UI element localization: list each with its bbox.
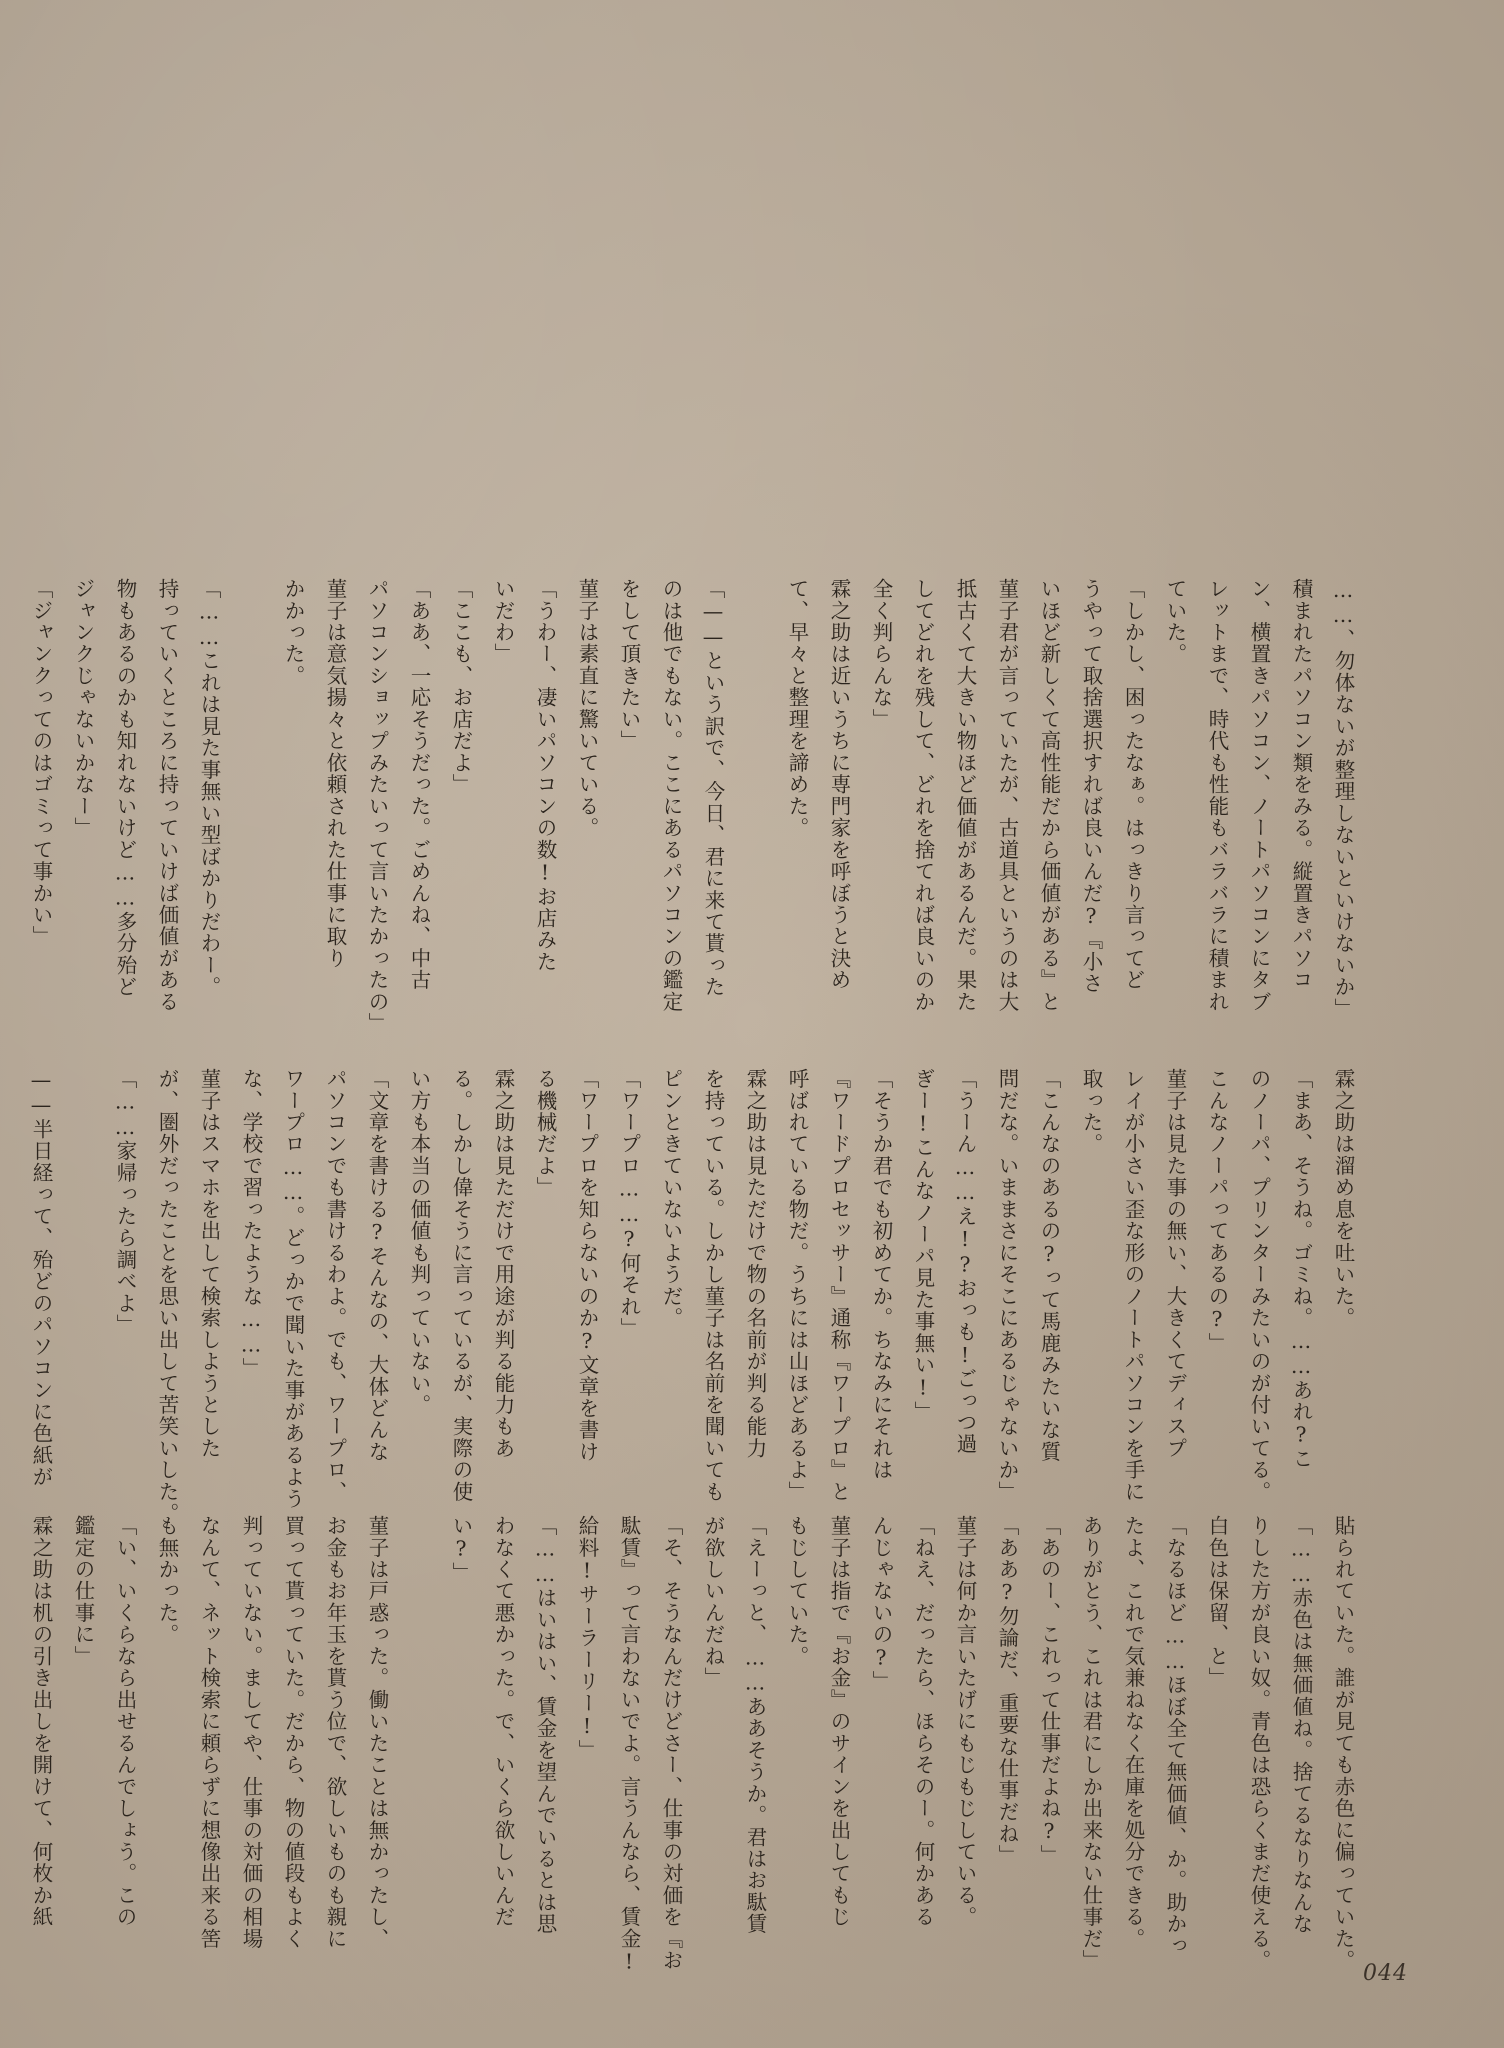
text-line: んじゃないの?」 [869, 1515, 893, 1693]
text-line: もじしていた。 [785, 1515, 809, 1668]
text-line: レイが小さい歪な形のノートパソコンを手に [1121, 1068, 1145, 1503]
text-line: レットまで、時代も性能もバラバラに積まれ [1205, 578, 1229, 1013]
text-line: 「……はいはい、賃金を望んでいるとは思 [533, 1515, 557, 1935]
text-line: を持っている。しかし菫子は名前を聞いても [701, 1068, 725, 1503]
text-line: ワープロ……。どっかで聞いた事があるよう [281, 1068, 305, 1510]
text-line [230, 578, 272, 1018]
text-line: ていた。 [1163, 578, 1187, 665]
text-line: 「まあ、そうね。ゴミね。……あれ?こ [1289, 1068, 1313, 1470]
text-line: 鑑定の仕事に」 [71, 1515, 95, 1668]
text-line: 菫子は見た事の無い、大きくてディスプ [1163, 1068, 1187, 1460]
text-line: 「なるほど……ほぼ全て無価値、か。助かっ [1163, 1515, 1187, 1957]
text-line: 判っていない。ましてや、仕事の対価の相場 [239, 1515, 263, 1950]
text-line: のノーパ、プリンターみたいのが付いてる。 [1247, 1068, 1271, 1503]
text-column-block-top [20, 578, 1364, 1035]
text-line: ン、横置きパソコン、ノートパソコンにタブ [1247, 578, 1271, 1013]
text-line: 呼ばれている物だ。うちには山ほどあるよ」 [785, 1068, 809, 1503]
text-line: 全く判らんな」 [869, 578, 893, 731]
text-line: ジャンクじゃないかなー」 [71, 578, 95, 839]
text-line: 霖之助は溜め息を吐いた。 [1331, 1068, 1355, 1329]
text-line: 問だな。いままさにそこにあるじゃないか」 [995, 1068, 1019, 1503]
text-line: なんて、ネット検索に頼らずに想像出来る筈 [197, 1515, 221, 1950]
text-line: 菫子は何か言いたげにもじもじしている。 [953, 1515, 977, 1928]
text-line: 白色は保留、と」 [1205, 1515, 1229, 1689]
text-line: お金もお年玉を貰う位で、欲しいものも親に [323, 1515, 347, 1950]
text-line: い?」 [449, 1515, 473, 1584]
text-line: 菫子君が言っていたが、古道具というのは大 [995, 578, 1019, 1013]
text-line: 積まれたパソコン類をみる。縦置きパソコ [1289, 578, 1313, 991]
text-line: してどれを残して、どれを捨てれば良いのか [911, 578, 935, 1013]
text-line: 「……家帰ったら調べよ」 [113, 1068, 137, 1336]
page-number: 044 [1363, 1961, 1408, 1986]
text-line: 「ねえ、だったら、ほらそのー。何かある [911, 1515, 935, 1928]
text-line: をして頂きたい」 [617, 578, 641, 752]
text-line: ぎー!こんなノーパ見た事無い!」 [911, 1068, 935, 1423]
text-line: 「こんなのあるの?って馬鹿みたいな質 [1037, 1068, 1061, 1463]
text-line: 「そ、そうなんだけどさー、仕事の対価を『お [659, 1515, 683, 1972]
text-line: パソコンショップみたいって言いたかったの」 [365, 578, 389, 1035]
text-line: ピンときていないようだ。 [659, 1068, 683, 1329]
text-line: 「あのー、これって仕事だよね?」 [1037, 1515, 1061, 1867]
text-line: 「……赤色は無価値ね。捨てるなりなんな [1289, 1515, 1313, 1935]
text-line: が、圏外だったことを思い出して苦笑いした。 [155, 1068, 179, 1525]
text-line: 「ジャンクってのはゴミって事かい」 [29, 578, 53, 948]
text-line: 「ああ、一応そうだった。ごめんね、中古 [407, 578, 431, 991]
text-line: 「しかし、困ったなぁ。はっきり言ってど [1121, 578, 1145, 991]
text-line: 持っていくところに持っていけば価値がある [155, 578, 179, 1013]
text-line [734, 578, 776, 1018]
text-line: ——半日経って、殆どのパソコンに色紙が [29, 1068, 53, 1488]
text-line: パソコンでも書けるわよ。でも、ワープロ、 [323, 1068, 347, 1503]
text-line: て、早々と整理を諦めた。 [785, 578, 809, 839]
text-line: 「……これは見た事無い型ばかりだわー。 [197, 578, 221, 998]
text-line: のは他でもない。ここにあるパソコンの鑑定 [659, 578, 683, 1013]
text-line: 菫子は戸惑った。働いたことは無かったし、 [365, 1515, 389, 1950]
text-line: 物もあるのかも知れないけど……多分殆ど [113, 578, 137, 998]
text-line: 霖之助は見ただけで用途が判る能力もあ [491, 1068, 515, 1460]
text-line: 駄賃』って言わないでよ。言うんなら、賃金! [617, 1515, 641, 1975]
text-line: いだわ」 [491, 578, 515, 665]
text-line: 給料!サーラーリー!」 [575, 1515, 599, 1762]
text-line: いほど新しくて高性能だから価値がある』と [1037, 578, 1061, 1013]
text-line: 「うわー、凄いパソコンの数!お店みた [533, 578, 557, 973]
text-line: 菫子は指で『お金』のサインを出してもじ [827, 1515, 851, 1928]
text-line: 「ワープロを知らないのか?文章を書け [575, 1068, 599, 1463]
text-column-block-bottom [20, 1515, 1364, 1975]
text-line: 買って貰っていた。だから、物の値段もよく [281, 1515, 305, 1950]
text-line: 『ワードプロセッサー』通称『ワープロ』と [827, 1068, 851, 1503]
text-line: うやって取捨選択すれば良いんだ?『小さ [1079, 578, 1103, 995]
text-line: が欲しいんだね」 [701, 1515, 725, 1689]
text-line: 貼られていた。誰が見ても赤色に偏っていた。 [1331, 1515, 1355, 1972]
text-line: も無かった。 [155, 1515, 179, 1646]
text-line: 菫子は意気揚々と依頼された仕事に取り [323, 578, 347, 970]
text-line: 取った。 [1079, 1068, 1103, 1155]
text-line: 「うーん……え!?おっも!ごっつ過 [953, 1068, 977, 1455]
text-line: 「ああ?勿論だ、重要な仕事だね」 [995, 1515, 1019, 1867]
text-line: る機械だよ」 [533, 1068, 557, 1199]
text-line: 「ワープロ……?何それ」 [617, 1068, 641, 1340]
text-line [62, 1068, 104, 1508]
text-line: 「ここも、お店だよ」 [449, 578, 473, 796]
text-line: 「そうか君でも初めてか。ちなみにそれは [869, 1068, 893, 1481]
text-column-block-middle [20, 1068, 1364, 1525]
text-line: ……、勿体ないが整理しないといけないか」 [1331, 578, 1355, 1020]
text-line: 「い、いくらなら出せるんでしょう。この [113, 1515, 137, 1928]
text-line: 霖之助は近いうちに専門家を呼ぼうと決め [827, 578, 851, 991]
text-line: りした方が良い奴。青色は恐らくまだ使える。 [1247, 1515, 1271, 1972]
text-line: る。しかし偉そうに言っているが、実際の使 [449, 1068, 473, 1503]
text-line: 菫子はスマホを出して検索しようとした [197, 1068, 221, 1460]
text-line: な、学校で習ったような……」 [239, 1068, 263, 1380]
text-line: 菫子は素直に驚いている。 [575, 578, 599, 839]
text-line: 霖之助は見ただけで物の名前が判る能力 [743, 1068, 767, 1460]
text-line: 「文章を書ける?そんなの、大体どんな [365, 1068, 389, 1463]
text-line: い方も本当の価値も判っていない。 [407, 1068, 431, 1416]
text-line: かかった。 [281, 578, 305, 687]
text-line: わなくて悪かった。で、いくら欲しいんだ [491, 1515, 515, 1928]
text-line: 「——という訳で、今日、君に来て貰った [701, 578, 725, 998]
text-line: 霖之助は机の引き出しを開けて、何枚か紙 [29, 1515, 53, 1928]
text-line: たよ、これで気兼ねなく在庫を処分できる。 [1121, 1515, 1145, 1950]
text-line: 抵古くて大きい物ほど価値があるんだ。果た [953, 578, 977, 1013]
text-line: ありがとう、これは君にしか出来ない仕事だ」 [1079, 1515, 1103, 1972]
text-line: こんなノーパってあるの?」 [1205, 1068, 1229, 1354]
text-line [398, 1515, 440, 1955]
text-line: 「えーっと、……ああそうか。君はお駄賃 [743, 1515, 767, 1935]
